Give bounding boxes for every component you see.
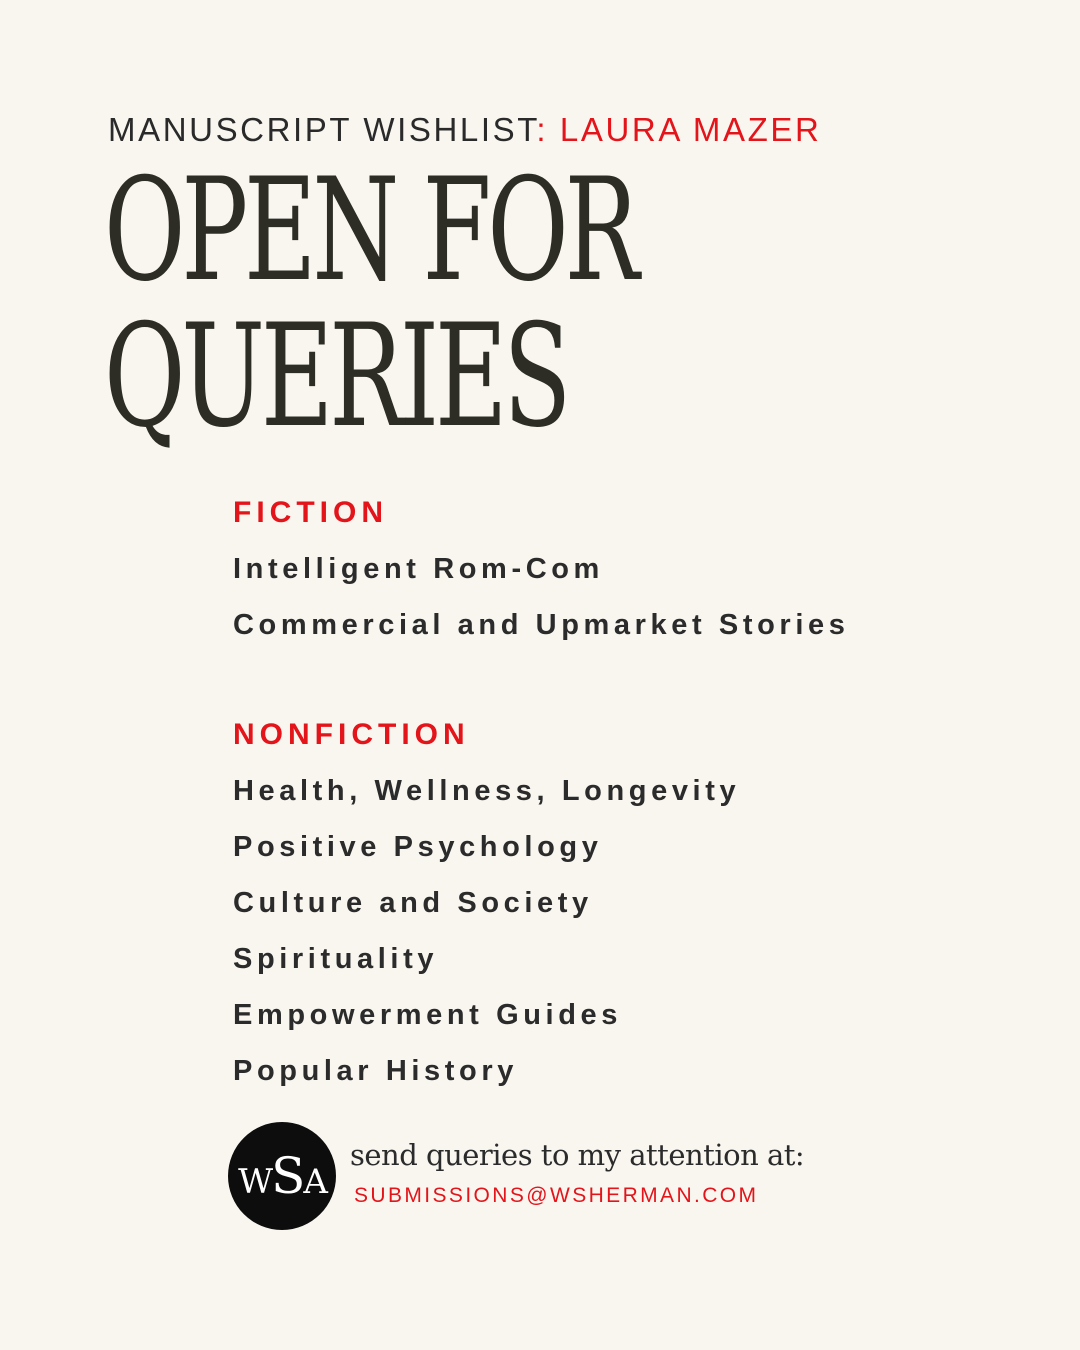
agent-name: LAURA MAZER: [559, 111, 822, 148]
wishlist-kicker: [108, 110, 821, 150]
fiction-title: FICTION: [233, 496, 388, 529]
nonfiction-item: Health, Wellness, Longevity: [233, 775, 741, 807]
nonfiction-item: Positive Psychology: [233, 831, 603, 863]
fiction-section: [233, 496, 849, 664]
nonfiction-item: Empowerment Guides: [233, 999, 622, 1031]
fiction-item: Intelligent Rom-Com: [233, 553, 604, 585]
kicker-colon: :: [536, 111, 560, 148]
nonfiction-title: NONFICTION: [233, 718, 470, 751]
kicker-prefix: MANUSCRIPT WISHLIST: [108, 111, 537, 148]
wsa-logo: [228, 1122, 336, 1230]
headline-line-1: OPEN FOR: [104, 148, 636, 313]
nonfiction-item: Popular History: [233, 1055, 518, 1087]
headline: [104, 148, 636, 459]
fiction-item: Commercial and Upmarket Stories: [233, 609, 850, 641]
nonfiction-item: Spirituality: [233, 943, 439, 975]
nonfiction-item: Culture and Society: [233, 887, 593, 919]
nonfiction-section: [233, 718, 740, 1110]
logo-letters: WSA: [238, 1147, 326, 1205]
send-queries-text: send queries to my attention at:: [350, 1138, 805, 1172]
submissions-email: SUBMISSIONS@WSHERMAN.COM: [354, 1184, 759, 1207]
headline-line-2: QUERIES: [104, 294, 568, 459]
